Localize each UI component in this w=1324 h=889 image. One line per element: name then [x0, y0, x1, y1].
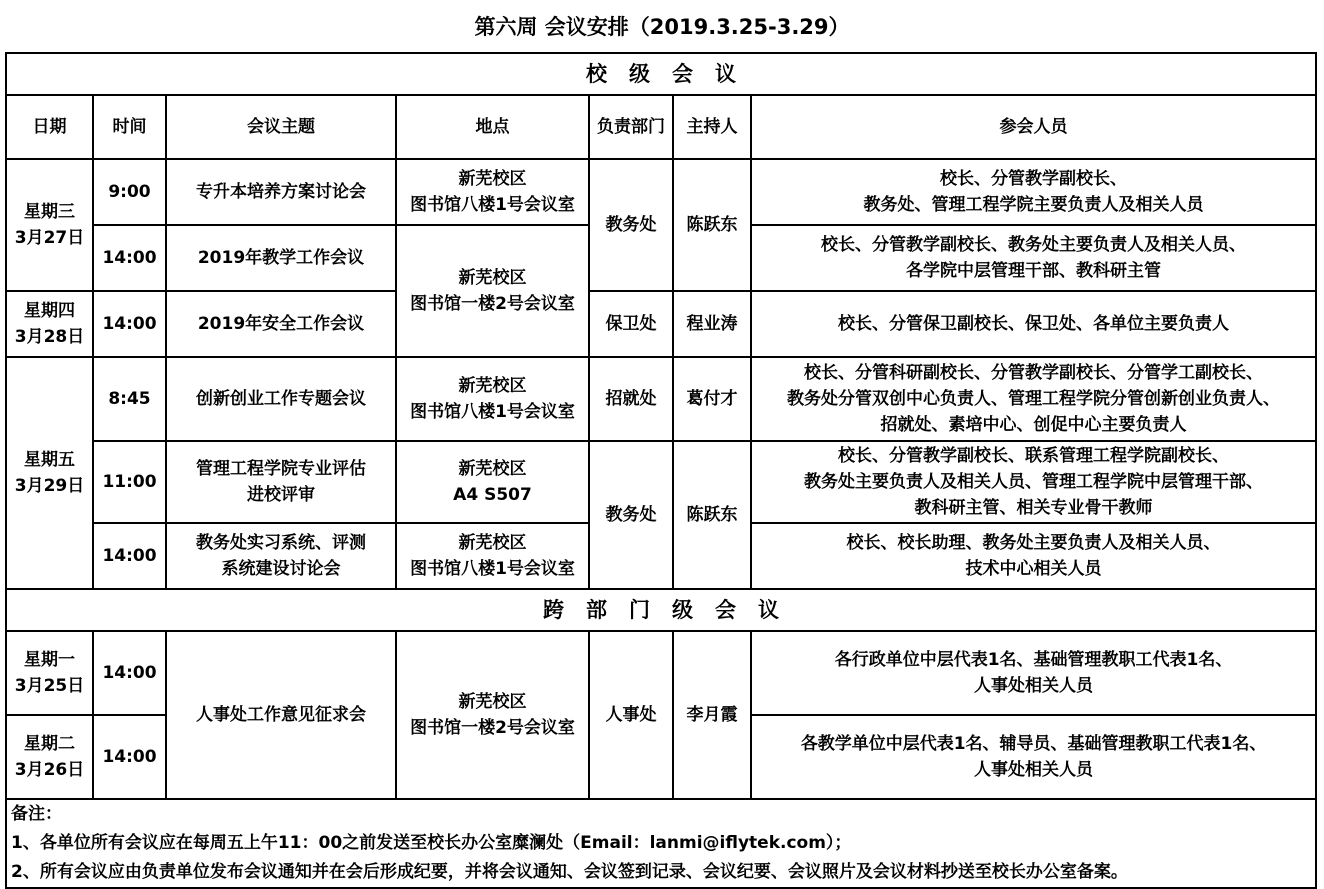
header-date: 日期: [6, 95, 93, 159]
table-row: [6, 291, 1316, 357]
dept-cell: 保卫处: [589, 291, 673, 357]
time-cell: 14:00: [93, 715, 166, 799]
topic-cell: 教务处实习系统、评测 系统建设讨论会: [166, 523, 396, 589]
date-cell: 星期五 3月29日: [6, 357, 93, 589]
host-cell: 李月霞: [673, 631, 751, 799]
date-cell: 星期二 3月26日: [6, 715, 93, 799]
host-cell: 葛付才: [673, 357, 751, 441]
page-title: 第六周 会议安排（2019.3.25-3.29）: [474, 15, 850, 39]
attendees-cell: 各行政单位中层代表1名、基础管理教职工代表1名、 人事处相关人员: [751, 631, 1316, 715]
time-cell: 14:00: [93, 631, 166, 715]
section-row-school: [6, 53, 1316, 95]
attendees-cell: 校长、分管保卫副校长、保卫处、各单位主要负责人: [751, 291, 1316, 357]
section-row-cross: [6, 589, 1316, 631]
notes-row: [6, 799, 1316, 888]
date-cell: 星期一 3月25日: [6, 631, 93, 715]
date-cell: 星期四 3月28日: [6, 291, 93, 357]
time-cell: 14:00: [93, 291, 166, 357]
header-host: 主持人: [673, 95, 751, 159]
attendees-cell: 校长、分管教学副校长、 教务处、管理工程学院主要负责人及相关人员: [751, 159, 1316, 225]
host-cell: 陈跃东: [673, 159, 751, 291]
notes-cell: [6, 799, 1316, 888]
topic-cell: 2019年安全工作会议: [166, 291, 396, 357]
dept-cell: 教务处: [589, 159, 673, 291]
dept-cell: 人事处: [589, 631, 673, 799]
host-cell: 程业涛: [673, 291, 751, 357]
table-row: [6, 357, 1316, 441]
attendees-cell: 校长、分管教学副校长、联系管理工程学院副校长、 教务处主要负责人及相关人员、管理工程学院中层管理干部、 教科研主管、相关专业骨干教师: [751, 441, 1316, 523]
place-cell: 新芜校区 图书馆八楼1号会议室: [396, 523, 589, 589]
place-cell: 新芜校区 A4 S507: [396, 441, 589, 523]
table-row: [6, 159, 1316, 225]
notes-title: 备注：: [11, 804, 62, 824]
place-cell: 新芜校区 图书馆一楼2号会议室: [396, 631, 589, 799]
attendees-cell: 校长、校长助理、教务处主要负责人及相关人员、 技术中心相关人员: [751, 523, 1316, 589]
topic-cell: 2019年教学工作会议: [166, 225, 396, 291]
header-attendees: 参会人员: [751, 95, 1316, 159]
time-cell: 8:45: [93, 357, 166, 441]
time-cell: 14:00: [93, 225, 166, 291]
time-cell: 11:00: [93, 441, 166, 523]
attendees-cell: 校长、分管科研副校长、分管教学副校长、分管学工副校长、 教务处分管双创中心负责人、管理工程学院分管创新创业负责人、 招就处、素培中心、创促中心主要负责人: [751, 357, 1316, 441]
header-place: 地点: [396, 95, 589, 159]
note-item: 1、各单位所有会议应在每周五上午11：00之前发送至校长办公室糜澜处（Email：lanmi@iflytek.com）；: [11, 833, 852, 853]
table-row: [6, 631, 1316, 715]
place-cell: 新芜校区 图书馆一楼2号会议室: [396, 225, 589, 357]
host-cell: 陈跃东: [673, 441, 751, 589]
topic-cell: 管理工程学院专业评估 进校评审: [166, 441, 396, 523]
header-dept: 负责部门: [589, 95, 673, 159]
topic-cell: 人事处工作意见征求会: [166, 631, 396, 799]
time-cell: 14:00: [93, 523, 166, 589]
date-cell: 星期三 3月27日: [6, 159, 93, 291]
topic-cell: 创新创业工作专题会议: [166, 357, 396, 441]
meeting-schedule-table: [5, 52, 1317, 889]
table-row: [6, 441, 1316, 523]
place-cell: 新芜校区 图书馆八楼1号会议室: [396, 159, 589, 225]
header-topic: 会议主题: [166, 95, 396, 159]
dept-cell: 教务处: [589, 441, 673, 589]
header-time: 时间: [93, 95, 166, 159]
section-title-school: 校级会议: [6, 53, 1316, 95]
attendees-cell: 校长、分管教学副校长、教务处主要负责人及相关人员、 各学院中层管理干部、教科研主管: [751, 225, 1316, 291]
header-row: [6, 95, 1316, 159]
topic-cell: 专升本培养方案讨论会: [166, 159, 396, 225]
note-item: 2、所有会议应由负责单位发布会议通知并在会后形成纪要，并将会议通知、会议签到记录、会议纪要、会议照片及会议材料抄送至校长办公室备案。: [11, 862, 1128, 882]
time-cell: 9:00: [93, 159, 166, 225]
attendees-cell: 各教学单位中层代表1名、辅导员、基础管理教职工代表1名、 人事处相关人员: [751, 715, 1316, 799]
section-title-cross: 跨部门级会议: [6, 589, 1316, 631]
place-cell: 新芜校区 图书馆八楼1号会议室: [396, 357, 589, 441]
dept-cell: 招就处: [589, 357, 673, 441]
